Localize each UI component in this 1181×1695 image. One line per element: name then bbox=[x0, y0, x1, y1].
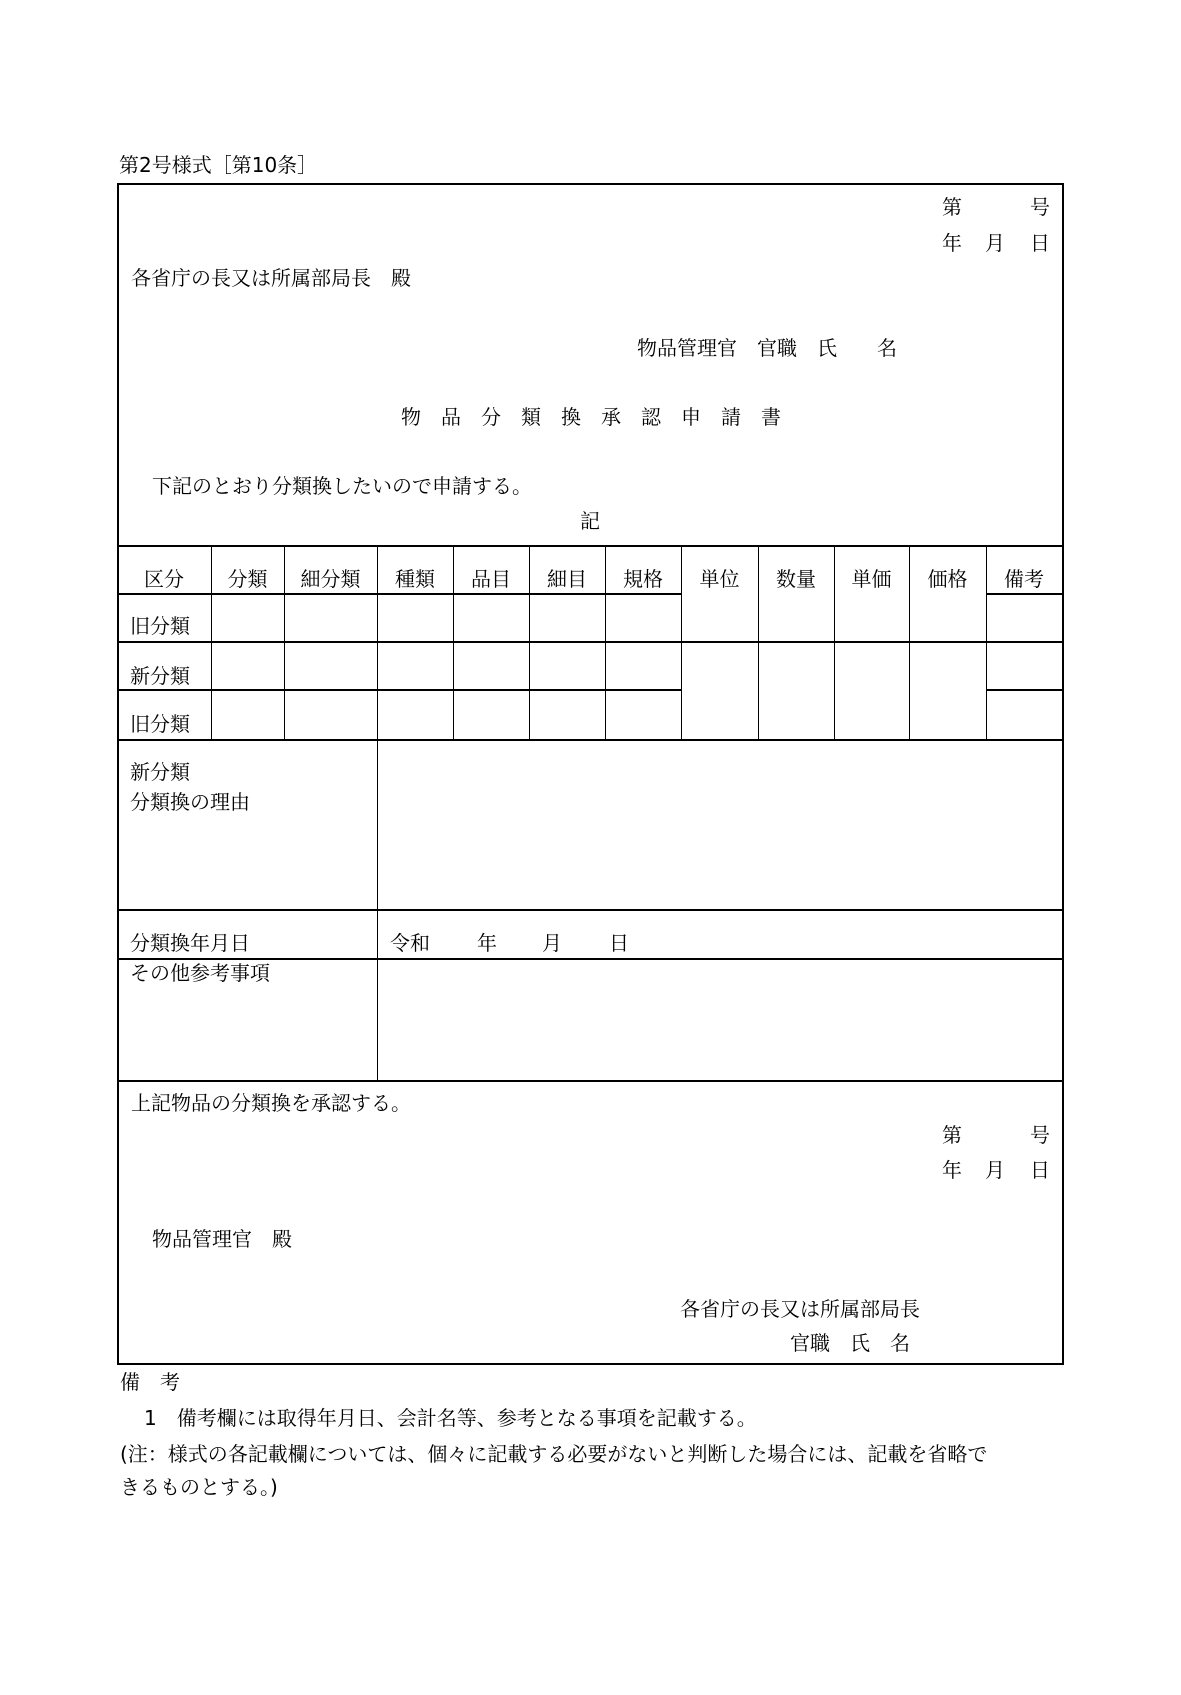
application-date-day: 日 bbox=[1030, 231, 1050, 255]
table-rule bbox=[117, 1363, 1064, 1365]
table-rule bbox=[377, 739, 378, 1080]
table-rule bbox=[284, 545, 285, 739]
application-body: 下記のとおり分類換したいので申請する。 bbox=[152, 474, 532, 498]
table-rule bbox=[117, 1080, 1062, 1082]
column-header: 品目 bbox=[471, 567, 511, 591]
column-header: 細目 bbox=[547, 567, 587, 591]
table-rule bbox=[986, 689, 1062, 691]
application-number-suffix: 号 bbox=[1030, 195, 1050, 219]
column-header: 細分類 bbox=[300, 567, 361, 591]
table-rule bbox=[117, 545, 1062, 547]
column-header: 単価 bbox=[851, 567, 892, 591]
approval-number-suffix: 号 bbox=[1030, 1123, 1050, 1147]
application-number-prefix: 第 bbox=[942, 195, 962, 219]
table-rule bbox=[834, 545, 835, 739]
table-rule bbox=[986, 545, 987, 739]
table-rule bbox=[117, 909, 1062, 911]
table-rule bbox=[681, 545, 682, 739]
approval-addressee: 物品管理官 殿 bbox=[152, 1227, 292, 1251]
table-rule bbox=[117, 689, 681, 691]
table-rule bbox=[1062, 183, 1064, 1365]
table-rule bbox=[117, 641, 1062, 643]
notes-heading: 備 考 bbox=[120, 1370, 180, 1394]
column-header: 区分 bbox=[144, 567, 184, 591]
application-date-month: 月 bbox=[985, 231, 1005, 255]
approval-number-prefix: 第 bbox=[942, 1123, 962, 1147]
column-header: 単位 bbox=[699, 567, 740, 591]
approval-date-year: 年 bbox=[942, 1158, 962, 1182]
column-header: 種類 bbox=[395, 567, 435, 591]
table-rule bbox=[453, 545, 454, 739]
table-rule bbox=[117, 739, 1062, 741]
document-title: 物 品 分 類 換 承 認 申 請 書 bbox=[401, 405, 781, 429]
row-label-new-2: 新分類 bbox=[130, 760, 190, 784]
table-rule bbox=[529, 545, 530, 739]
row-label-new-1: 新分類 bbox=[130, 664, 190, 688]
date-era: 令和 bbox=[390, 931, 430, 955]
form-heading: 第2号様式［第10条］ bbox=[119, 153, 318, 177]
notes-remark-line-1: (注：様式の各記載欄については、個々に記載する必要がないと判断した場合には、記載を省略で bbox=[120, 1442, 988, 1466]
reason-label: 分類換の理由 bbox=[130, 790, 250, 814]
table-rule bbox=[605, 545, 606, 739]
applicant: 物品管理官 官職 氏 名 bbox=[637, 336, 897, 360]
table-rule bbox=[909, 545, 910, 739]
row-label-old-1: 旧分類 bbox=[130, 614, 190, 638]
approver-title: 各省庁の長又は所属部局長 bbox=[680, 1297, 920, 1321]
other-label: その他参考事項 bbox=[130, 961, 270, 985]
date-month: 月 bbox=[542, 931, 562, 955]
notes-remark-line-2: きるものとする。) bbox=[120, 1475, 278, 1499]
date-year: 年 bbox=[477, 931, 497, 955]
table-rule bbox=[211, 545, 212, 739]
application-date-year: 年 bbox=[942, 231, 962, 255]
table-rule bbox=[758, 545, 759, 739]
approval-statement: 上記物品の分類換を承認する。 bbox=[131, 1091, 411, 1115]
table-rule bbox=[377, 545, 378, 739]
approval-date-month: 月 bbox=[985, 1158, 1005, 1182]
row-label-old-2: 旧分類 bbox=[130, 712, 190, 736]
notes-item-1: 1 備考欄には取得年月日、会計名等、参考となる事項を記載する。 bbox=[144, 1406, 757, 1430]
table-rule bbox=[117, 183, 1064, 185]
ki-label: 記 bbox=[580, 509, 600, 533]
table-rule bbox=[117, 183, 119, 1363]
column-header: 分類 bbox=[227, 567, 268, 591]
column-header: 数量 bbox=[776, 567, 816, 591]
date-label: 分類換年月日 bbox=[130, 931, 250, 955]
column-header: 規格 bbox=[623, 567, 663, 591]
column-header: 価格 bbox=[927, 567, 968, 591]
table-rule bbox=[117, 958, 1062, 960]
date-day: 日 bbox=[609, 931, 629, 955]
column-header: 備考 bbox=[1004, 567, 1044, 591]
table-rule bbox=[986, 593, 1062, 595]
approval-date-day: 日 bbox=[1030, 1158, 1050, 1182]
addressee: 各省庁の長又は所属部局長 殿 bbox=[131, 266, 411, 290]
table-rule bbox=[117, 593, 681, 595]
approver-name: 官職 氏 名 bbox=[790, 1331, 910, 1355]
